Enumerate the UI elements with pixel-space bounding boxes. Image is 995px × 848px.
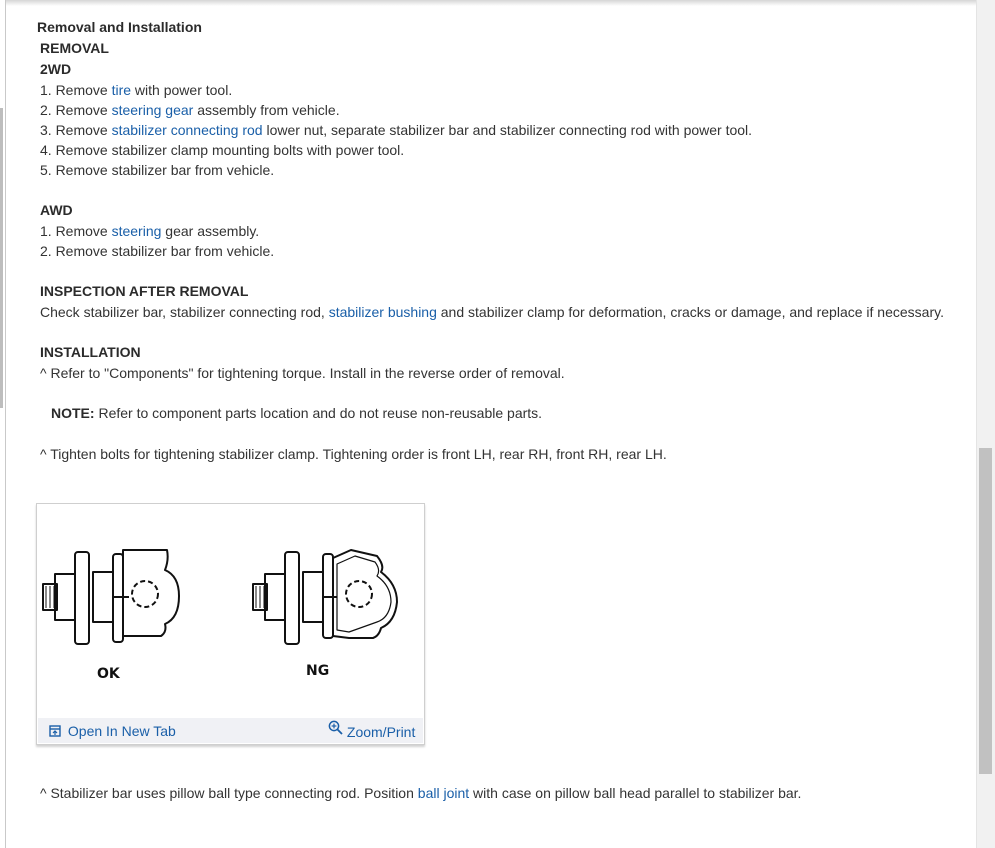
installation-note: NOTE: Refer to component parts location and do not reuse non-reusable parts. [51,405,543,421]
installation-bullet-2: ^ Tighten bolts for tightening stabilizer clamp. Tightening order is front LH, rear RH, front RH, rear LH. [40,446,667,462]
awd-heading: AWD [40,202,73,218]
stabilizer-clamp-figure [36,503,425,745]
inspection-text: Check stabilizer bar, stabilizer connecting rod, stabilizer bushing and stabilizer clamp for deformation, cracks or damage, and replace if necessary. [40,304,944,320]
2wd-step-2: 2. Remove steering gear assembly from vehicle. [40,102,340,118]
zoom-print-button[interactable]: Zoom/Print [328,720,415,740]
note-label: NOTE: [51,405,95,421]
page-title: Removal and Installation [37,19,202,35]
installation-bullet-1: ^ Refer to "Components" for tightening torque. Install in the reverse order of removal. [40,365,565,381]
2wd-step-3: 3. Remove stabilizer connecting rod lower nut, separate stabilizer bar and stabilizer connecting rod with power tool. [40,122,753,138]
open-in-new-tab-button[interactable]: Open In New Tab [49,723,176,739]
steering-link[interactable]: steering [111,223,162,239]
2wd-step-4: 4. Remove stabilizer clamp mounting bolts with power tool. [40,142,405,158]
installation-heading: INSTALLATION [40,344,141,360]
steering-gear-link[interactable]: steering gear [111,102,194,118]
2wd-step-5: 5. Remove stabilizer bar from vehicle. [40,162,275,178]
clamp-diagram [37,504,424,718]
removal-heading: REMOVAL [40,40,109,56]
2wd-step-1: 1. Remove tire with power tool. [40,82,233,98]
ok-label: OK [97,666,120,682]
stabilizer-bushing-link[interactable]: stabilizer bushing [328,304,437,320]
tire-link[interactable]: tire [111,82,132,98]
inspection-heading: INSPECTION AFTER REMOVAL [40,283,249,299]
installation-bullet-3: ^ Stabilizer bar uses pillow ball type connecting rod. Position ball joint with case on pillow ball head parallel to stabilizer bar. [40,785,802,801]
ok-clamp-drawing [43,550,179,644]
zoom-icon [328,720,343,735]
2wd-heading: 2WD [40,61,72,77]
figure-toolbar [38,718,423,743]
ng-label: NG [306,663,330,679]
open-tab-icon [49,725,61,737]
ball-joint-link[interactable]: ball joint [417,785,470,801]
awd-step-1: 1. Remove steering gear assembly. [40,223,260,239]
stabilizer-connecting-rod-link[interactable]: stabilizer connecting rod [111,122,263,138]
ng-clamp-drawing [253,550,397,644]
awd-step-2: 2. Remove stabilizer bar from vehicle. [40,243,275,259]
scrollbar-thumb[interactable] [979,448,992,774]
